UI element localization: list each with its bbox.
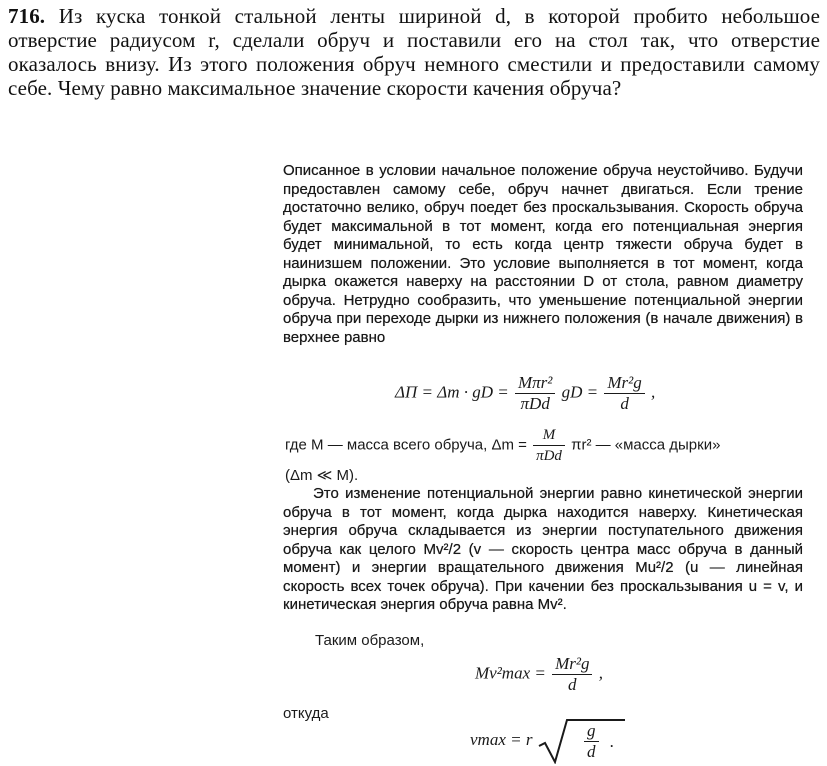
fraction-4: $\frac{g}{d}$ bbox=[584, 722, 599, 761]
where-line: где M — масса всего обруча, Δm = $\frac{M}{\text{πDd}}$ πr² — «масса дырки» bbox=[285, 427, 721, 464]
equation-vmax: vmax = r $\frac{g}{d}$ . bbox=[470, 718, 627, 764]
equation-kinetic: Mv²max = $\frac{\text{Mr²g}}{d}$ , bbox=[475, 654, 603, 694]
condition: (Δm ≪ M). bbox=[285, 467, 359, 484]
fraction-3: $\frac{\text{Mr²g}}{d}$ bbox=[552, 655, 592, 694]
mass-hole-fraction: $\frac{M}{\text{πDd}}$ bbox=[533, 426, 565, 465]
solution-paragraph-1: Описанное в условии начальное положение обруча неустойчиво. Будучи предоставлен самому себе, обруч начнет двигаться. Если трение достаточно велико, обруч поедет без проскальзывания. Скорость обруча будет максимальной в тот момент, когда его потенциальная энергия будет минимальной, то есть когда центр тяжести обруча будет в наинизшем положении. Это условие выполняется в тот момент, когда дырка окажется наверху на расстоянии D от стола, равном диаметру обруча. Нетрудно сообразить, что уменьшение потенциальной энергии обруча при переходе дырки из нижнего положения (в начале движения) в верхнее равно bbox=[283, 162, 803, 346]
fraction-2: $\frac{\text{Mr²g}}{d}$ bbox=[604, 374, 644, 413]
problem-number: 716. bbox=[8, 4, 46, 28]
equation-potential-energy: ΔП = Δm · gD = $\frac{\text{Mπr²}}{\text{πDd}}$ gD = $\frac{\text{Mr²g}}{d}$ , bbox=[395, 373, 656, 413]
thus-label: Таким образом, bbox=[315, 632, 425, 649]
whence-label: откуда bbox=[283, 705, 329, 722]
problem-statement bbox=[8, 4, 820, 100]
solution-paragraph-2: Это изменение потенциальной энергии равно кинетической энергии обруча в тот момент, когда дырка находится наверху. Кинетическая энергия обруча складывается из энергии поступательного движения обруча как целого Mv²/2 (v — скорость центра масс обруча в данный момент) и энергии вращательного движения Mu²/2 (u — линейная скорость всех точек обруча). При качении без проскальзывания u = v, и кинетическая энергия обруча равна Mv². bbox=[283, 485, 803, 613]
fraction-1: $\frac{\text{Mπr²}}{\text{πDd}}$ bbox=[515, 374, 555, 413]
problem-text: Из куска тонкой стальной ленты шириной d, в которой пробито небольшое отверстие радиусом r, сделали обруч и поставили его на стол так, что отверстие оказалось внизу. Из этого положения обруч немного сместили и предоставили самому себе. Чему равно максимальное значение скорости качения обруча? bbox=[8, 4, 820, 100]
